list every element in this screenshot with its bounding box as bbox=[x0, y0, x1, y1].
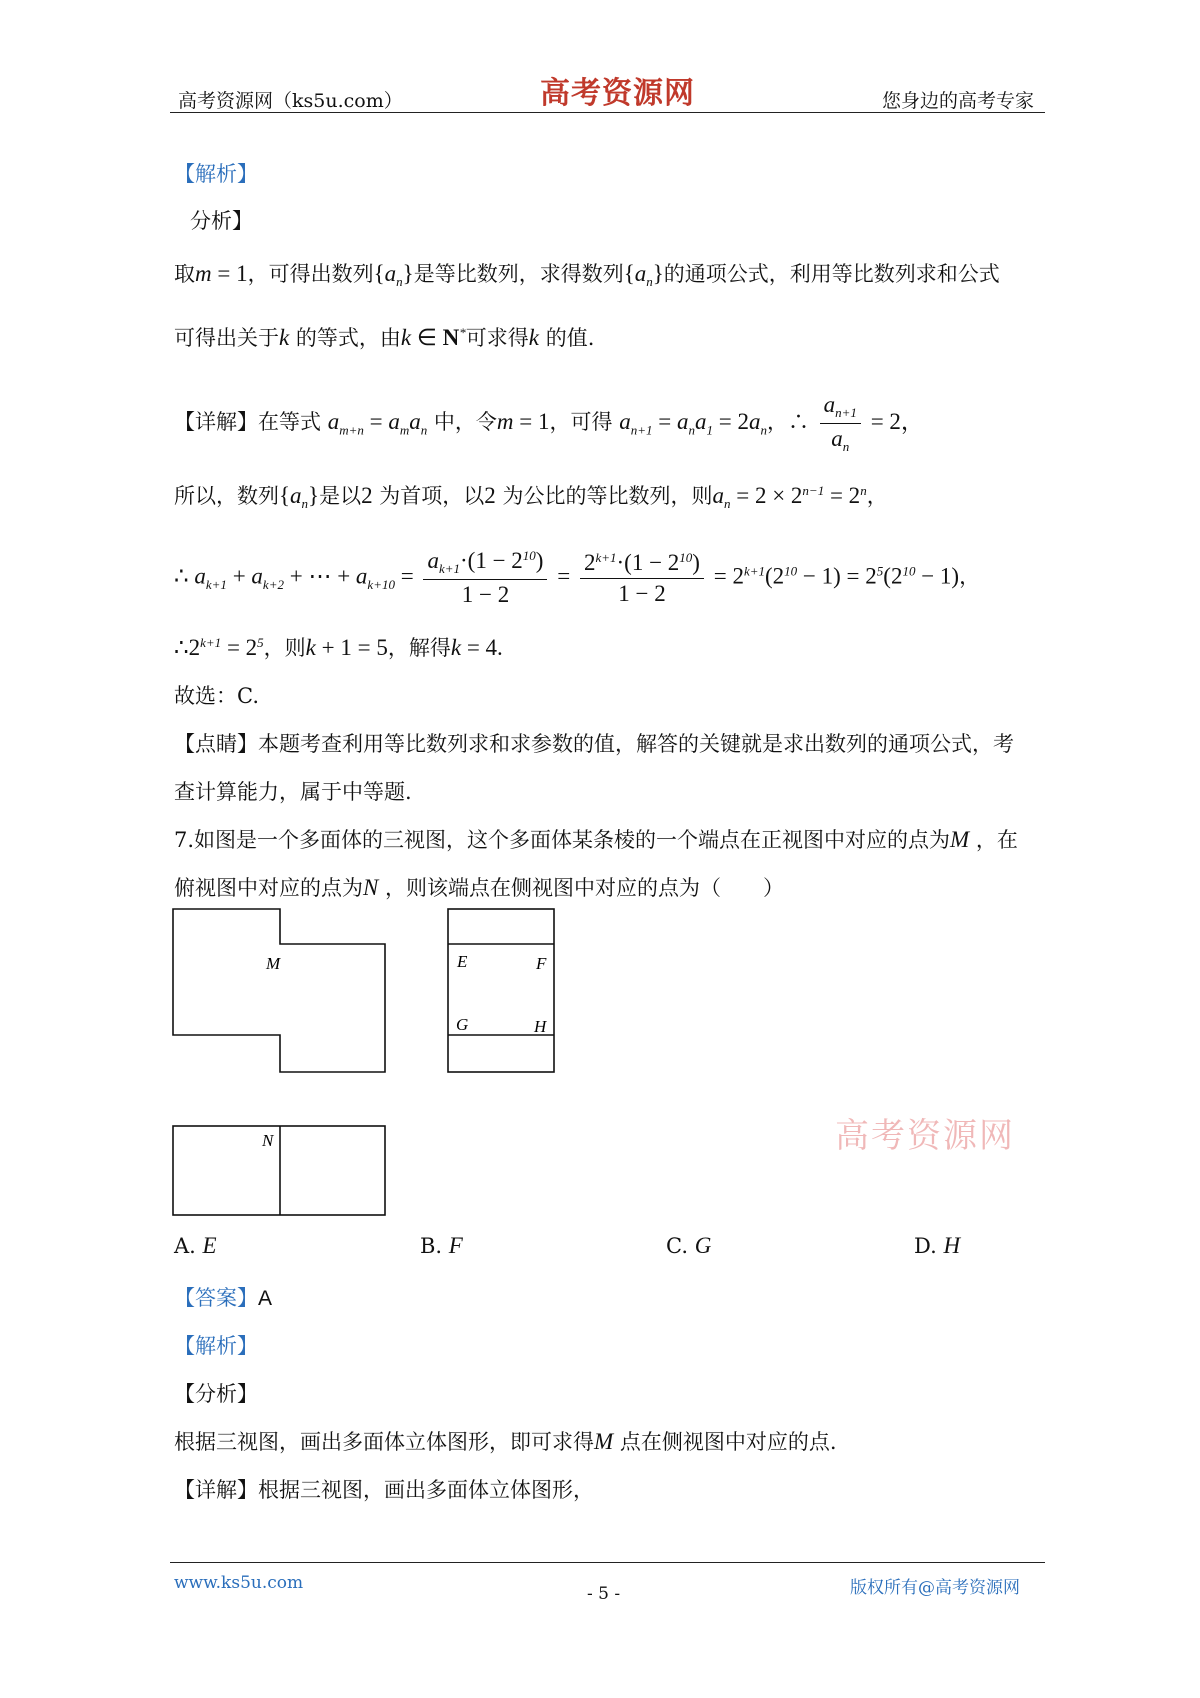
answer-line: 【答案】A bbox=[174, 1286, 273, 1310]
top-view bbox=[173, 1126, 385, 1215]
option-c: C. G bbox=[666, 1233, 712, 1258]
side-view-label-f: F bbox=[536, 954, 547, 973]
detail-line-4: $\therefore 2^{k+1} = 2^5$，则k + 1 = 5，解得k = 4. bbox=[174, 635, 503, 660]
front-view bbox=[173, 909, 385, 1072]
header-slogan: 您身边的高考专家 bbox=[882, 90, 1035, 112]
question-7-line-1: 7.如图是一个多面体的三视图，这个多面体某条棱的一个端点在正视图中对应的点为M ，在 bbox=[174, 827, 1018, 852]
header-site-name: 高考资源网（ks5u.com） bbox=[178, 90, 403, 112]
jiexi-heading: 【解析】 bbox=[174, 162, 258, 186]
side-view-label-h: H bbox=[534, 1017, 547, 1036]
detail-line-2: 所以，数列$\{a_n\}$是以2 为首项，以2 为公比的等比数列，则$a_n = 2 \times 2^{n-1} = 2^n$， bbox=[174, 483, 888, 512]
fenxi-heading-2: 【分析】 bbox=[174, 1382, 258, 1406]
detail-line-q7: 【详解】根据三视图，画出多面体立体图形， bbox=[174, 1478, 594, 1502]
question-7-line-2: 俯视图中对应的点为N ，则该端点在侧视图中对应的点为（ ） bbox=[174, 875, 785, 900]
dianjing-line-1: 【点睛】本题考查利用等比数列求和求参数的值，解答的关键就是求出数列的通项公式，考 bbox=[174, 732, 1014, 756]
side-view-label-e: E bbox=[457, 952, 468, 971]
watermark: 高考资源网 bbox=[835, 1116, 1015, 1156]
detail-line-3: ∴ $a_{k+1} + a_{k+2}$ + ⋯ + $a_{k+10}$ = $\frac{a_{k+1}\cdot(1 - 2^{10})}{1 - 2}$ = $\frac{2^{k+1}\cdot(1 - 2^{10})}{1 - 2}$ = $2^{k+1}(2^{10} - 1) = 2^5(2^{10} - 1)$， bbox=[174, 548, 981, 608]
top-view-label-n: N bbox=[262, 1131, 274, 1150]
side-view-label-g: G bbox=[456, 1015, 469, 1034]
footer-rule bbox=[170, 1562, 1045, 1563]
site-logo: 高考资源网 bbox=[540, 76, 695, 111]
option-b: B. F bbox=[420, 1233, 463, 1258]
answer-choice-line: 故选：C. bbox=[174, 684, 259, 708]
footer-copyright: 版权所有@高考资源网 bbox=[850, 1578, 1020, 1598]
dianjing-line-2: 查计算能力，属于中等题. bbox=[174, 780, 412, 804]
fenxi-line-2: 根据三视图，画出多面体立体图形，即可求得M 点在侧视图中对应的点. bbox=[174, 1429, 837, 1454]
front-view-label-m: M bbox=[266, 954, 281, 973]
analysis-line-1: 取m = 1，可得出数列$\{a_n\}$是等比数列，求得数列$\{a_n\}$的通项公式，利用等比数列求和公式 bbox=[174, 261, 1000, 290]
detail-line-1: 【详解】在等式 $a_{m+n} = a_ma_n$ 中，令m = 1，可得 $a_{n+1} = a_na_1 = 2a_n$，∴ $\frac{a_{n+1}}{a_n}$ = 2， bbox=[174, 392, 924, 455]
fenxi-heading: 分析】 bbox=[190, 209, 253, 233]
side-view bbox=[448, 909, 554, 1072]
page-number: - 5 - bbox=[587, 1584, 621, 1604]
analysis-line-2: 可得出关于k 的等式，由k ∈ N*可求得k 的值. bbox=[174, 325, 595, 350]
footer-url-link[interactable]: www.ks5u.com bbox=[174, 1573, 304, 1593]
jiexi-heading-2: 【解析】 bbox=[174, 1334, 258, 1358]
option-d: D. H bbox=[914, 1233, 961, 1258]
option-a: A. E bbox=[174, 1233, 217, 1258]
